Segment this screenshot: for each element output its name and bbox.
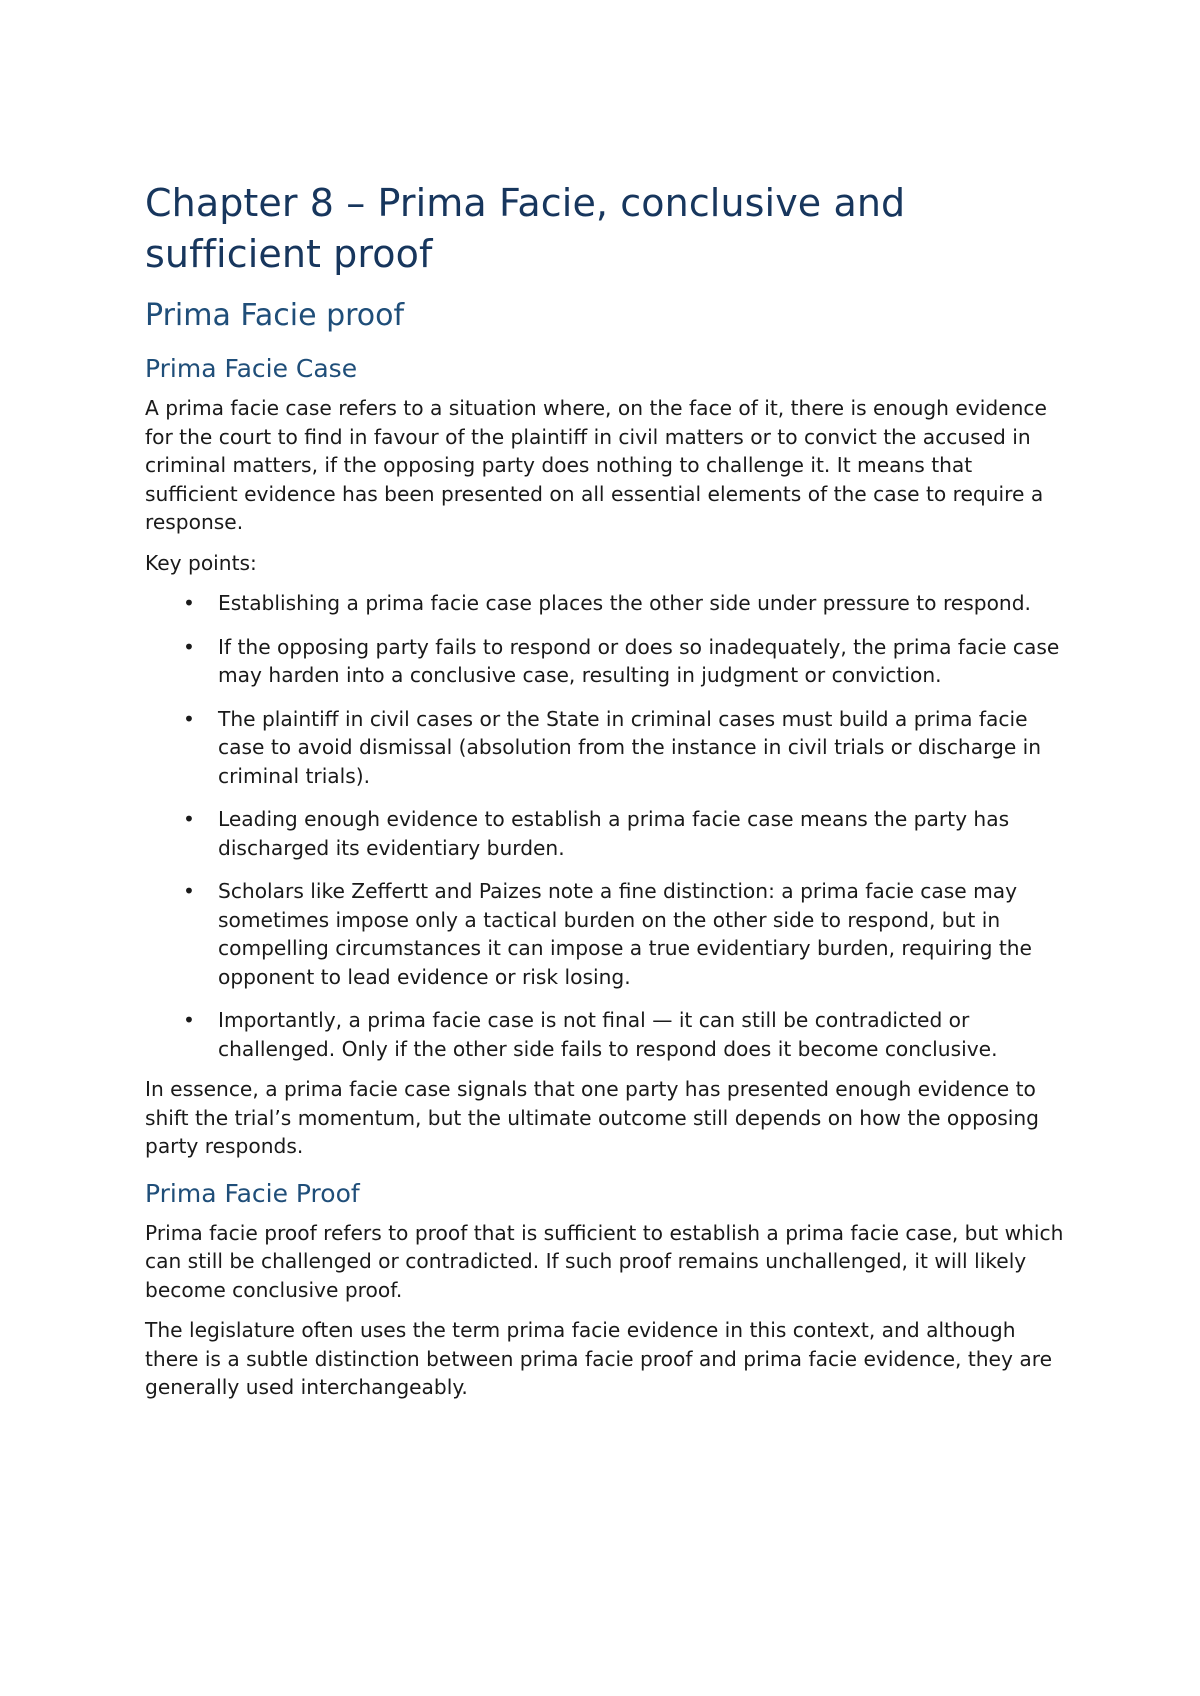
case-conclusion-paragraph: In essence, a prima facie case signals that one party has presented enough evidence to shift the trial’s momentum, but the ultimate outcome still depends on how the opposing party responds. [145,1077,1039,1158]
proof-paragraph-2: The legislature often uses the term prima facie evidence in this context, and although there is a subtle distinction between prima facie proof and prima facie evidence, they are generally used interchangeably. [145,1318,1052,1399]
list-item-text: The plaintiff in civil cases or the State in criminal cases must build a prima facie case to avoid dismissal (absolution from the instance in civil trials or discharge in criminal trials). [218,706,1042,788]
list-item [145,589,1065,618]
case-intro-paragraph: A prima facie case refers to a situation where, on the face of it, there is enough evidence for the court to find in favour of the plaintiff in civil matters or to convict the accused in criminal matters, if the opposing party does nothing to challenge it. It means that sufficient evidence has been presented on all essential elements of the case to require a response. [145,396,1047,534]
list-item [145,705,1065,791]
bullet-icon: • [183,591,195,615]
list-item-text: Leading enough evidence to establish a prima facie case means the party has discharged its evidentiary burden. [218,807,1010,860]
list-item-text: Importantly, a prima facie case is not final — it can still be contradicted or challenged. Only if the other side fails to respond does it become conclusive. [218,1008,998,1061]
bullet-icon: • [183,634,195,659]
proof-heading: Prima Facie Proof [145,1178,360,1208]
bullet-icon: • [183,879,195,903]
list-item [145,1006,1065,1063]
list-item-text: Scholars like Zeffertt and Paizes note a fine distinction: a prima facie case may sometimes impose only a tactical burden on the other side to respond, but in compelling circumstances it can impose a true evidentiary burden, requiring the opponent to lead evidence or risk losing. [218,879,1032,989]
bullet-icon: • [183,706,195,731]
section-heading: Prima Facie proof [145,298,405,333]
bullet-icon: • [183,1008,195,1032]
document-page [145,178,1065,1402]
list-item [145,805,1065,862]
list-item-text: If the opposing party fails to respond or does so inadequately, the prima facie case may harden into a conclusive case, resulting in judgment or conviction. [218,634,1060,687]
key-points-list [145,589,1065,1063]
proof-paragraph-1: Prima facie proof refers to proof that is sufficient to establish a prima facie case, but which can still be challenged or contradicted. If such proof remains unchallenged, it will likely become conclusive proof. [145,1220,1064,1302]
list-item [145,877,1065,991]
case-heading: Prima Facie Case [145,354,358,383]
list-item [145,633,1065,690]
bullet-icon: • [183,807,195,831]
list-item-text: Establishing a prima facie case places the other side under pressure to respond. [218,591,1031,615]
chapter-title: Chapter 8 – Prima Facie, conclusive and sufficient proof [145,181,906,276]
key-points-label: Key points: [145,550,257,575]
